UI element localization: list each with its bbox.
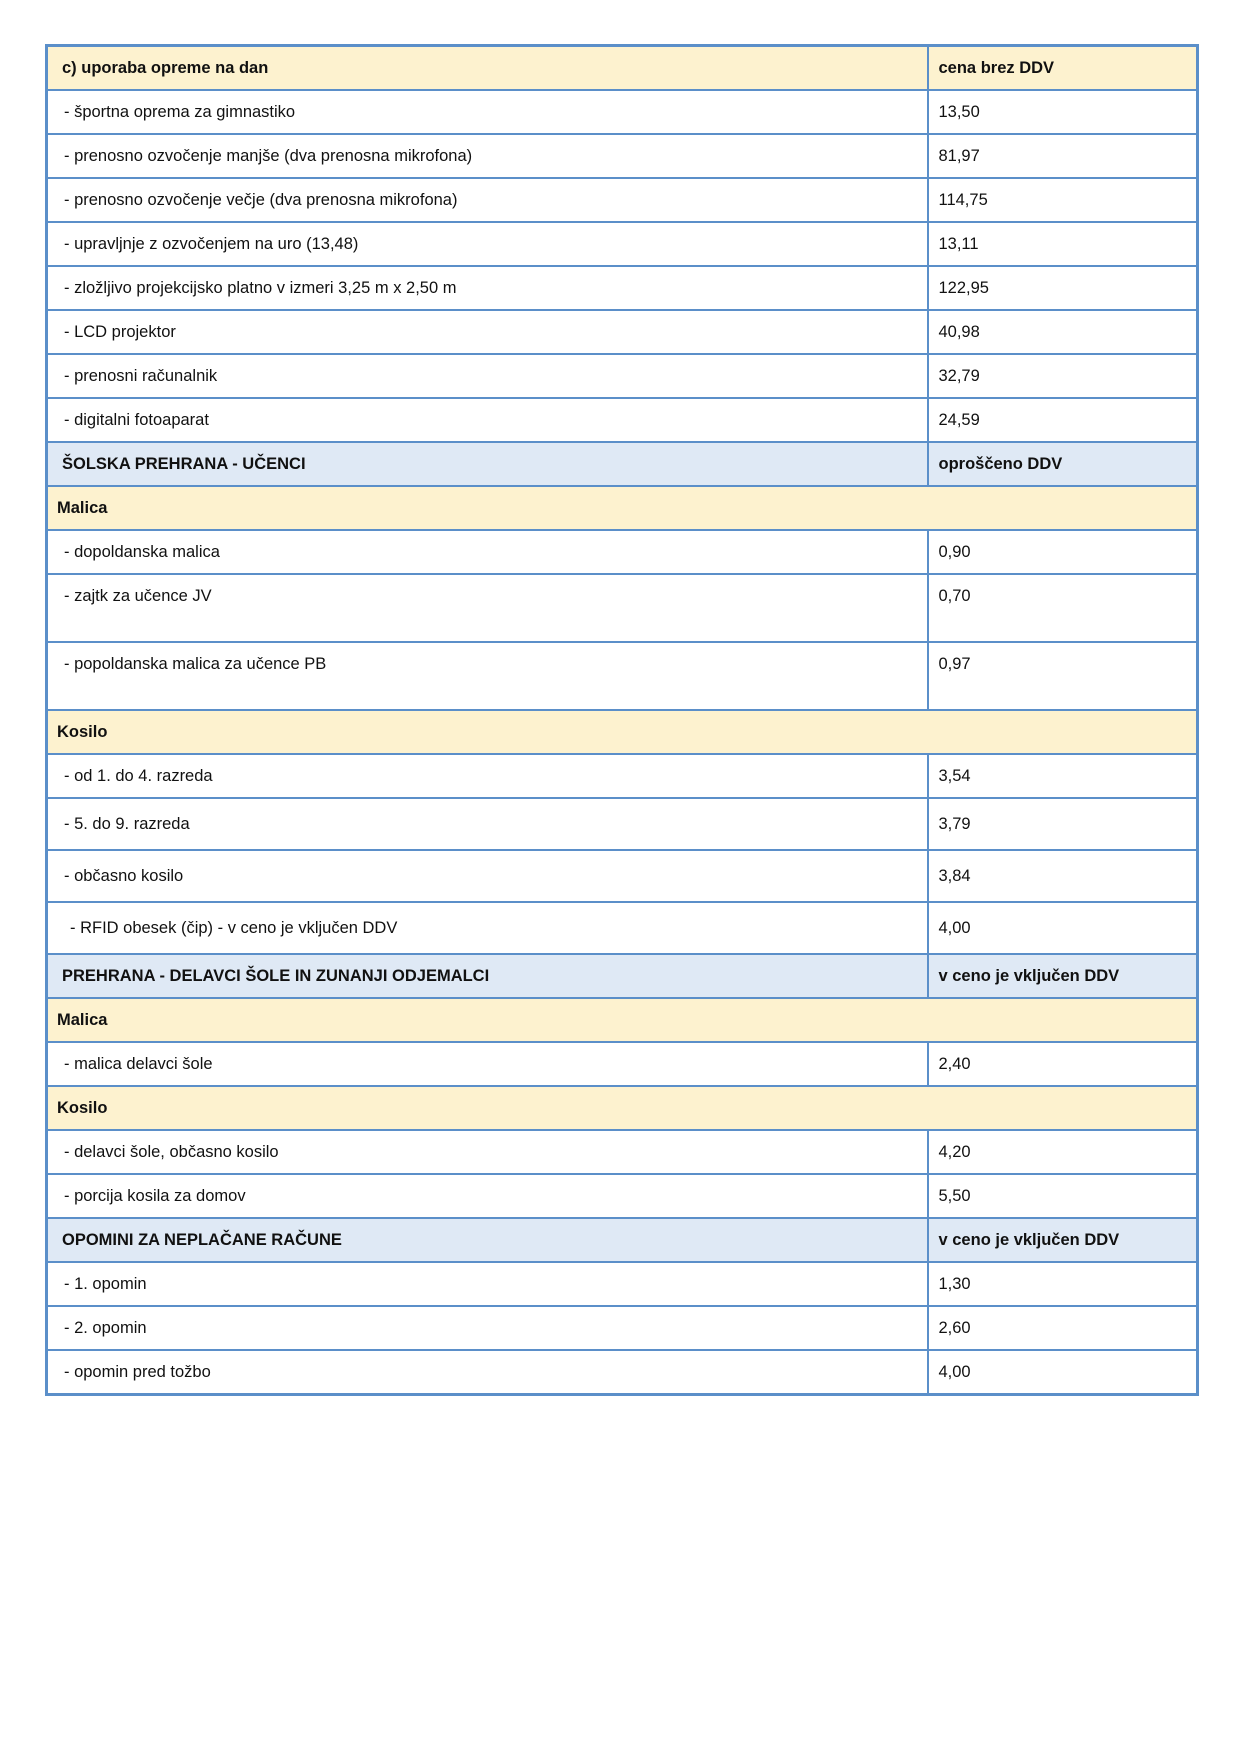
item-price: 4,00 <box>928 1350 1198 1395</box>
section-title: OPOMINI ZA NEPLAČANE RAČUNE <box>47 1218 928 1262</box>
item-price: 0,70 <box>928 574 1198 642</box>
item-label: - LCD projektor <box>47 310 928 354</box>
reminders-section-header <box>47 1218 1198 1262</box>
table-row <box>47 266 1198 310</box>
table-row <box>47 222 1198 266</box>
item-label: - od 1. do 4. razreda <box>47 754 928 798</box>
item-price: 5,50 <box>928 1174 1198 1218</box>
table-row <box>47 310 1198 354</box>
table-row <box>47 1174 1198 1218</box>
category-title: Kosilo <box>47 710 1198 754</box>
item-label: - prenosno ozvočenje manjše (dva prenosna mikrofona) <box>47 134 928 178</box>
table-row <box>47 754 1198 798</box>
item-label: - 5. do 9. razreda <box>47 798 928 850</box>
item-price: 3,54 <box>928 754 1198 798</box>
item-label: - prenosni računalnik <box>47 354 928 398</box>
item-price: 13,11 <box>928 222 1198 266</box>
table-row <box>47 134 1198 178</box>
price-table <box>45 44 1199 1396</box>
table-row <box>47 1130 1198 1174</box>
category-row-malica <box>47 486 1198 530</box>
category-title: Kosilo <box>47 1086 1198 1130</box>
category-row-kosilo <box>47 710 1198 754</box>
item-label: - zložljivo projekcijsko platno v izmeri 3,25 m x 2,50 m <box>47 266 928 310</box>
table-row <box>47 90 1198 134</box>
equipment-header-row <box>47 46 1198 91</box>
price-column-header: cena brez DDV <box>928 46 1198 91</box>
item-label: - dopoldanska malica <box>47 530 928 574</box>
equipment-header-title: c) uporaba opreme na dan <box>47 46 928 91</box>
item-price: 13,50 <box>928 90 1198 134</box>
item-price: 4,20 <box>928 1130 1198 1174</box>
item-price: 0,90 <box>928 530 1198 574</box>
item-label: - upravljnje z ozvočenjem na uro (13,48) <box>47 222 928 266</box>
staff-meals-section-header <box>47 954 1198 998</box>
school-meals-section-header <box>47 442 1198 486</box>
table-row <box>47 1262 1198 1306</box>
item-price: 2,60 <box>928 1306 1198 1350</box>
table-row <box>47 1350 1198 1395</box>
item-price: 32,79 <box>928 354 1198 398</box>
item-label: - športna oprema za gimnastiko <box>47 90 928 134</box>
item-label: - prenosno ozvočenje večje (dva prenosna mikrofona) <box>47 178 928 222</box>
item-label: - zajtk za učence JV <box>47 574 928 642</box>
item-price: 24,59 <box>928 398 1198 442</box>
item-label: - RFID obesek (čip) - v ceno je vključen DDV <box>47 902 928 954</box>
table-row <box>47 398 1198 442</box>
table-row <box>47 354 1198 398</box>
category-title: Malica <box>47 998 1198 1042</box>
item-label: - opomin pred tožbo <box>47 1350 928 1395</box>
category-row-kosilo <box>47 1086 1198 1130</box>
item-price: 4,00 <box>928 902 1198 954</box>
table-row <box>47 902 1198 954</box>
table-row <box>47 1306 1198 1350</box>
section-vat-note: v ceno je vključen DDV <box>928 954 1198 998</box>
item-label: - 2. opomin <box>47 1306 928 1350</box>
item-label: - popoldanska malica za učence PB <box>47 642 928 710</box>
table-row <box>47 178 1198 222</box>
section-title: ŠOLSKA PREHRANA - UČENCI <box>47 442 928 486</box>
category-row-malica <box>47 998 1198 1042</box>
item-label: - 1. opomin <box>47 1262 928 1306</box>
item-price: 0,97 <box>928 642 1198 710</box>
table-row <box>47 798 1198 850</box>
item-label: - digitalni fotoaparat <box>47 398 928 442</box>
item-label: - porcija kosila za domov <box>47 1174 928 1218</box>
table-row <box>47 530 1198 574</box>
item-label: - delavci šole, občasno kosilo <box>47 1130 928 1174</box>
section-vat-note: oproščeno DDV <box>928 442 1198 486</box>
section-title: PREHRANA - DELAVCI ŠOLE IN ZUNANJI ODJEMALCI <box>47 954 928 998</box>
item-label: - občasno kosilo <box>47 850 928 902</box>
item-price: 40,98 <box>928 310 1198 354</box>
item-label: - malica delavci šole <box>47 1042 928 1086</box>
section-vat-note: v ceno je vključen DDV <box>928 1218 1198 1262</box>
item-price: 1,30 <box>928 1262 1198 1306</box>
item-price: 3,79 <box>928 798 1198 850</box>
table-row <box>47 574 1198 642</box>
item-price: 3,84 <box>928 850 1198 902</box>
item-price: 122,95 <box>928 266 1198 310</box>
category-title: Malica <box>47 486 1198 530</box>
item-price: 2,40 <box>928 1042 1198 1086</box>
table-row <box>47 850 1198 902</box>
table-row <box>47 1042 1198 1086</box>
item-price: 81,97 <box>928 134 1198 178</box>
table-row <box>47 642 1198 710</box>
item-price: 114,75 <box>928 178 1198 222</box>
